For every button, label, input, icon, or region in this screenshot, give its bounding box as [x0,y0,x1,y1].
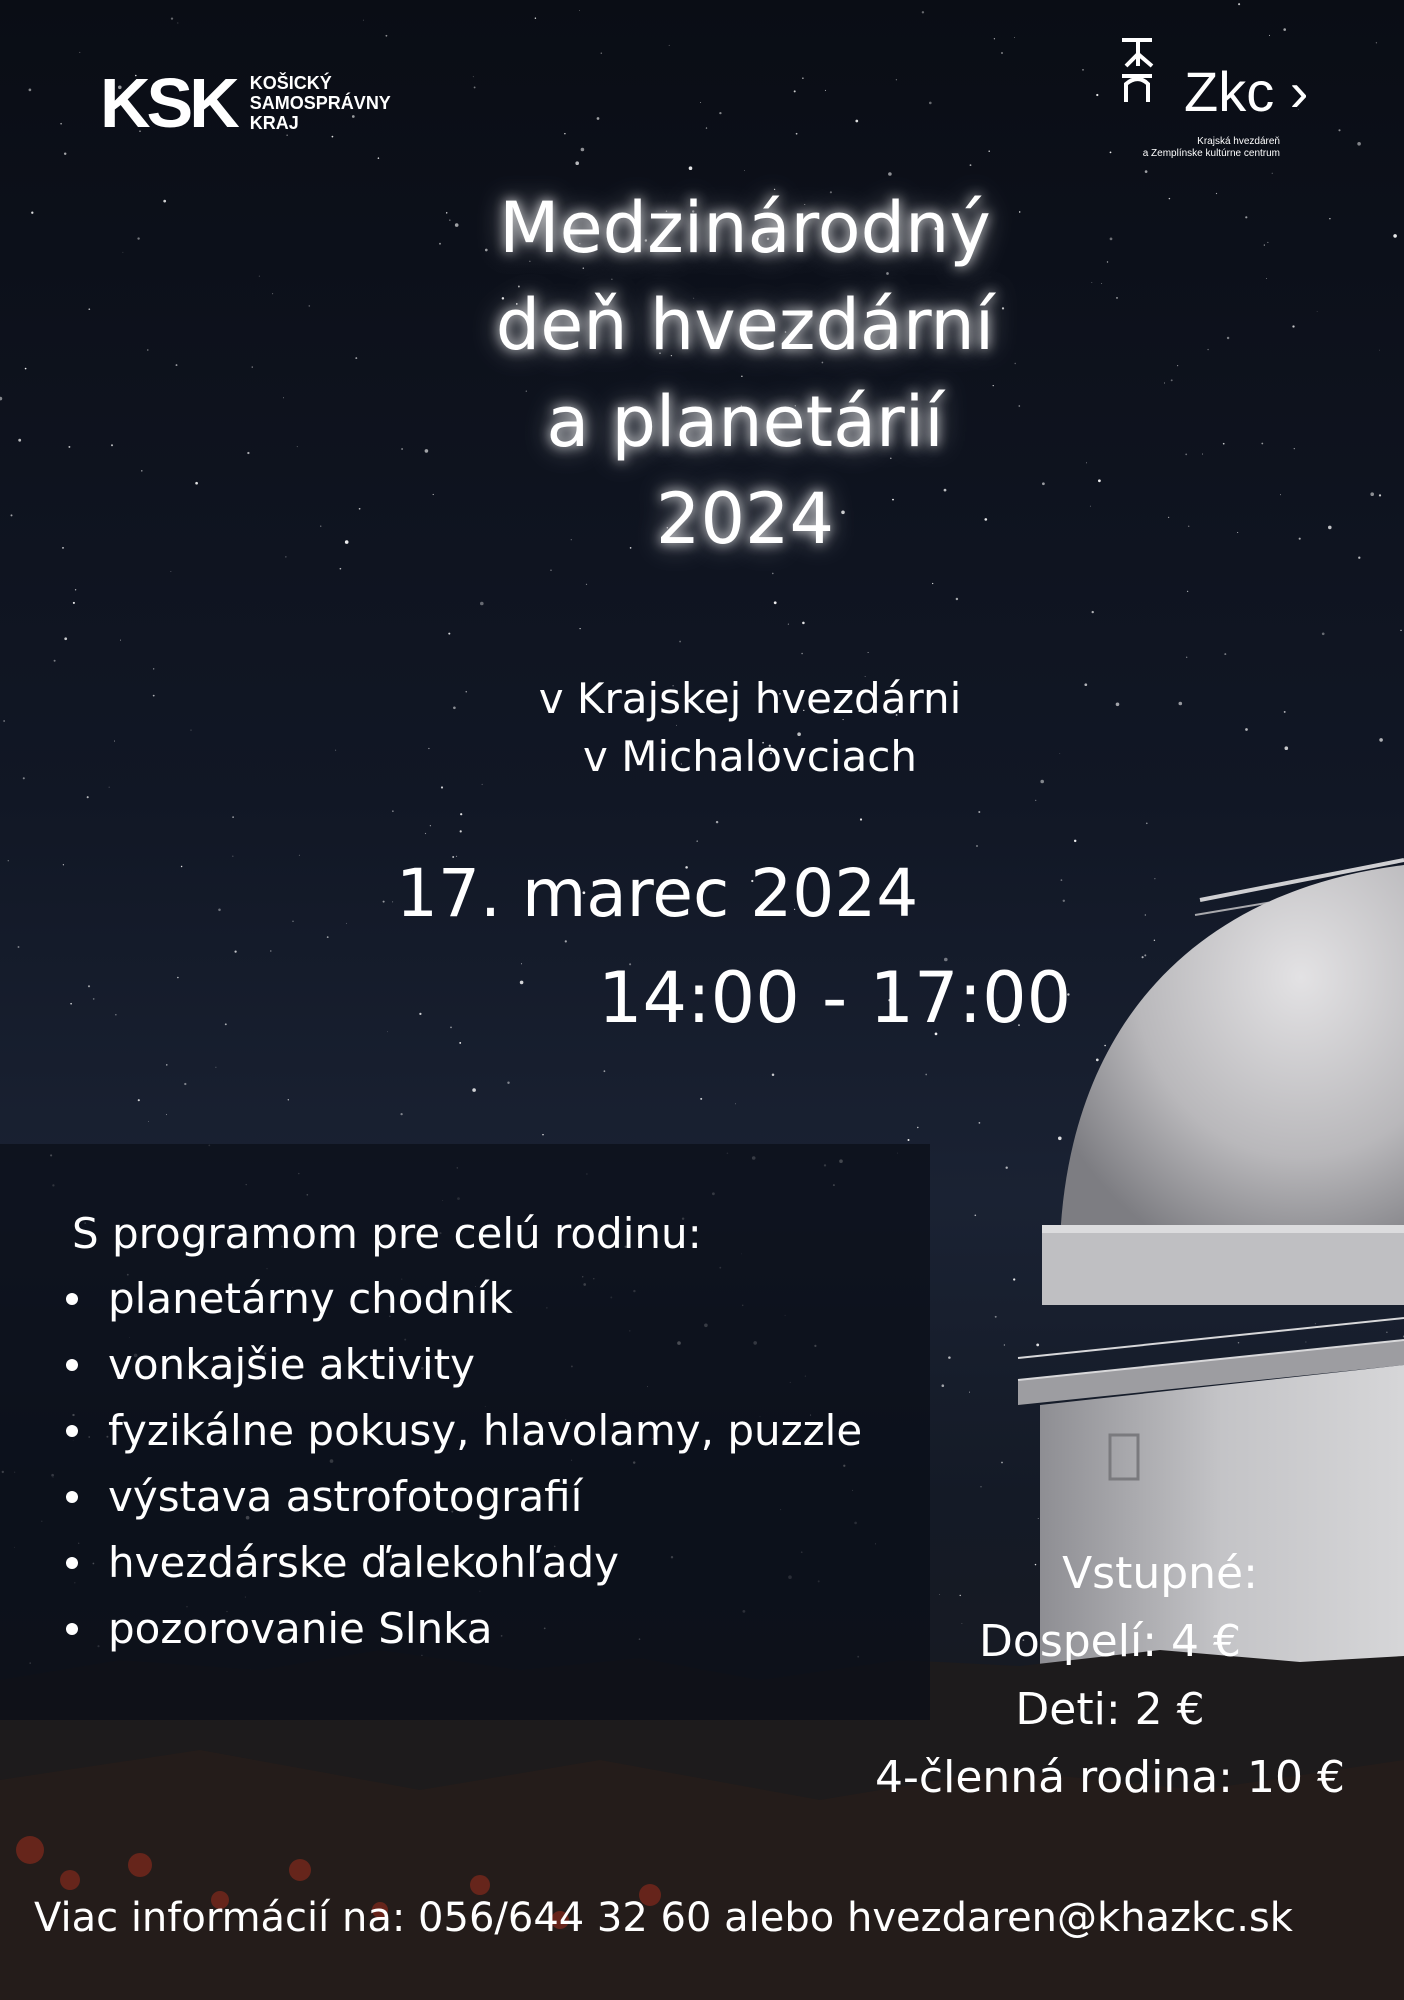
star [932,583,933,584]
star [70,1003,72,1005]
star [87,796,89,798]
star [153,695,155,697]
star [796,133,798,135]
star [64,637,67,640]
star [868,652,869,653]
star [1238,3,1240,5]
star [62,547,64,549]
star [385,35,387,37]
star [75,589,76,590]
star [340,568,342,570]
star [1379,350,1380,351]
star [335,750,336,751]
star [802,77,803,78]
bullet-icon [66,1623,78,1635]
star [29,89,32,92]
star [252,367,253,368]
program-item [66,1464,862,1530]
star [579,628,580,629]
star [1379,738,1383,742]
star [1014,37,1015,38]
star [772,573,774,575]
star [195,482,198,485]
zkc-logo-word: Zkc › [1184,60,1309,123]
star [441,786,443,788]
star [1245,728,1248,731]
program-item-text: pozorovanie Slnka [108,1604,493,1653]
star [1370,492,1374,496]
star [995,1316,997,1318]
zkc-logo-caption [1120,136,1280,160]
star [480,602,484,606]
star [392,901,393,902]
title-line: deň hvezdární [495,284,995,366]
star [1092,611,1094,613]
star [1237,532,1238,533]
star [8,860,9,861]
star [1376,42,1377,43]
star [1171,379,1173,381]
star [270,950,271,951]
star [259,276,260,277]
title-line: Medzinárodný [499,187,991,269]
zkc-caption-line: Krajská hvezdáreň [1197,136,1280,147]
title-year: 2024 [655,478,835,560]
program-item-text: planetárny chodník [108,1274,513,1323]
star [1188,526,1190,528]
star [1116,703,1120,707]
star [1292,325,1294,327]
star [948,1356,951,1359]
star [3,720,4,721]
star [1185,453,1187,455]
star [283,397,284,398]
program-item [66,1266,862,1332]
star [25,368,27,370]
star [1283,28,1286,31]
star [327,936,329,938]
program-item [66,1530,862,1596]
star [363,20,364,21]
star [719,112,721,114]
fee-adults: Dospelí: 4 € [979,1616,1241,1667]
star [109,787,110,788]
star [794,90,796,92]
star [93,998,95,1000]
star [73,602,75,604]
star [163,200,166,203]
star [0,397,2,401]
star [1164,383,1165,384]
program-heading: S programom pre celú rodinu: [72,1209,702,1258]
star [115,1014,116,1015]
star [1096,94,1098,96]
star [860,818,862,820]
star [474,86,476,88]
star [1280,494,1281,495]
star [942,1384,945,1387]
star [801,653,803,655]
star [18,946,20,948]
star [855,120,858,123]
star [297,446,298,447]
star [114,741,115,742]
star [1001,52,1003,54]
star [696,840,698,842]
program-item-text: hvezdárske ďalekohľady [108,1538,619,1587]
star [459,1042,461,1044]
star [575,161,579,165]
star [700,102,701,103]
star [988,150,989,151]
star [716,821,718,823]
star [1216,193,1217,194]
star [166,1064,167,1065]
fee-kids: Deti: 2 € [1015,1684,1205,1735]
star [60,123,62,125]
contact-info: Viac informácií na: 056/644 32 60 alebo hvezdaren@khazkc.sk [34,1895,1293,1941]
star [171,17,173,19]
star [448,633,450,635]
star [1261,443,1263,445]
bullet-icon [66,1425,78,1437]
star [1082,69,1083,70]
star [550,570,551,571]
star [425,833,426,834]
star [1357,142,1361,146]
star [428,748,429,749]
star [956,598,958,600]
star [419,1013,421,1015]
star [11,514,13,516]
star [171,571,172,572]
star [232,816,234,818]
star [123,252,124,253]
star [288,1099,289,1100]
star [1245,216,1247,218]
star [141,470,142,471]
star [586,584,587,585]
star [604,1070,606,1072]
star [1294,448,1295,449]
program-item-text: vonkajšie aktivity [108,1340,475,1389]
star [1186,657,1187,658]
star [1224,653,1226,655]
star [1317,311,1318,312]
star [54,660,56,662]
star [215,1067,216,1068]
star [1338,129,1340,131]
event-venue [440,670,1060,786]
star [535,17,536,18]
star [825,90,826,91]
star [706,127,707,128]
star [450,1027,452,1029]
star [1284,711,1286,713]
star [400,1113,402,1115]
star [1379,494,1381,496]
star [272,293,273,294]
event-time: 14:00 - 17:00 [598,957,1072,1039]
star [383,901,385,903]
star [88,308,90,310]
star [1084,683,1087,686]
star [1145,170,1148,173]
star [969,1392,970,1393]
star [460,830,462,832]
star [285,556,286,557]
star [138,1099,140,1101]
star [308,305,310,307]
star [1177,365,1178,366]
star [679,641,681,643]
ksk-logo-line: KOŠICKÝ [249,73,332,93]
star [1358,557,1360,559]
star [184,1083,186,1085]
star [299,855,300,856]
star [176,364,178,366]
star [925,1074,927,1076]
star [1400,630,1401,631]
star [579,10,580,11]
star [111,444,113,446]
star [597,117,600,120]
fee-family: 4-členná rodina: 10 € [875,1752,1345,1803]
star [669,45,670,46]
program-item [66,1332,862,1398]
star [320,526,321,527]
star [1168,517,1169,518]
zkc-logo-mark-icon [1118,36,1178,106]
star [1266,278,1267,279]
bullet-icon [66,1491,78,1503]
star [994,38,995,39]
star [735,1103,736,1104]
star [744,170,745,171]
star [166,1114,167,1115]
star [1322,632,1325,635]
star [1267,242,1268,243]
star [31,212,33,214]
program-item [66,1398,862,1464]
star [1110,152,1112,154]
star [1035,800,1036,801]
venue-line: v Krajskej hvezdárni [538,674,962,723]
star [1169,198,1170,199]
ksk-logo-text [250,73,391,133]
star [917,1127,918,1128]
star [387,1031,388,1032]
star [542,1134,543,1135]
star [473,76,474,77]
star [218,909,221,912]
star [1179,702,1183,706]
star [63,864,64,865]
zkc-logo [1118,36,1318,166]
star [1202,454,1203,455]
star [68,446,70,448]
star [700,1098,702,1100]
star [520,981,524,985]
star [472,1088,476,1092]
star [88,985,90,987]
star [564,133,565,134]
bullet-icon [66,1359,78,1371]
star [1285,746,1289,750]
star [233,856,234,857]
star [1264,245,1265,246]
bullet-icon [66,1557,78,1569]
star [507,1082,509,1084]
star [225,1023,227,1025]
star [120,640,121,641]
star [64,152,66,154]
star [802,622,805,625]
bullet-icon [66,1293,78,1305]
star [1299,538,1301,540]
star [521,963,522,964]
star [1207,349,1208,350]
star [1223,443,1225,445]
event-title [340,180,1150,568]
star [430,825,431,826]
program-item-text: fyzikálne pokusy, hlavolamy, puzzle [108,1406,863,1455]
star [1329,218,1330,219]
star [774,601,777,604]
program-item-text: výstava astrofotografií [108,1472,583,1521]
star [23,777,25,779]
star [922,11,924,13]
star [970,164,972,166]
ksk-logo [100,64,391,142]
star [888,172,892,176]
star [772,1073,775,1076]
star [1328,526,1332,530]
star [460,813,462,815]
star [978,811,980,813]
title-line: a planetárií [546,381,944,463]
star [565,940,567,942]
ksk-logo-line: SAMOSPRÁVNY [249,93,391,113]
star [581,148,585,152]
event-date: 17. marec 2024 [396,855,919,932]
program-list [66,1266,862,1662]
star [689,166,693,170]
program-item [66,1596,862,1662]
star [392,810,393,811]
fees-title: Vstupné: [1062,1548,1258,1599]
star [908,1139,910,1141]
zkc-caption-line: a Zemplínske kultúrne centrum [1142,148,1280,159]
star [601,52,602,53]
star [976,845,978,847]
star [1187,591,1188,592]
star [79,52,80,53]
star [788,624,789,625]
star [1227,337,1229,339]
star [378,157,380,159]
star [292,921,293,922]
star [153,668,154,669]
star [137,237,139,239]
entry-fees [830,1540,1390,1812]
star [18,439,21,442]
ksk-logo-mark: KSK [100,64,236,142]
star [346,923,347,924]
star [234,950,236,952]
star [929,102,932,105]
star [975,1215,977,1217]
star [1272,173,1273,174]
star [178,23,179,24]
star [147,349,148,350]
star [980,1486,981,1487]
star [191,730,192,731]
star [177,977,179,979]
star [181,866,182,867]
star [979,1122,981,1124]
star [1393,234,1397,238]
star [896,79,897,80]
ksk-logo-line: KRAJ [249,113,299,133]
venue-line: v Michalovciach [583,732,917,781]
star [247,452,249,454]
star [148,1121,149,1122]
